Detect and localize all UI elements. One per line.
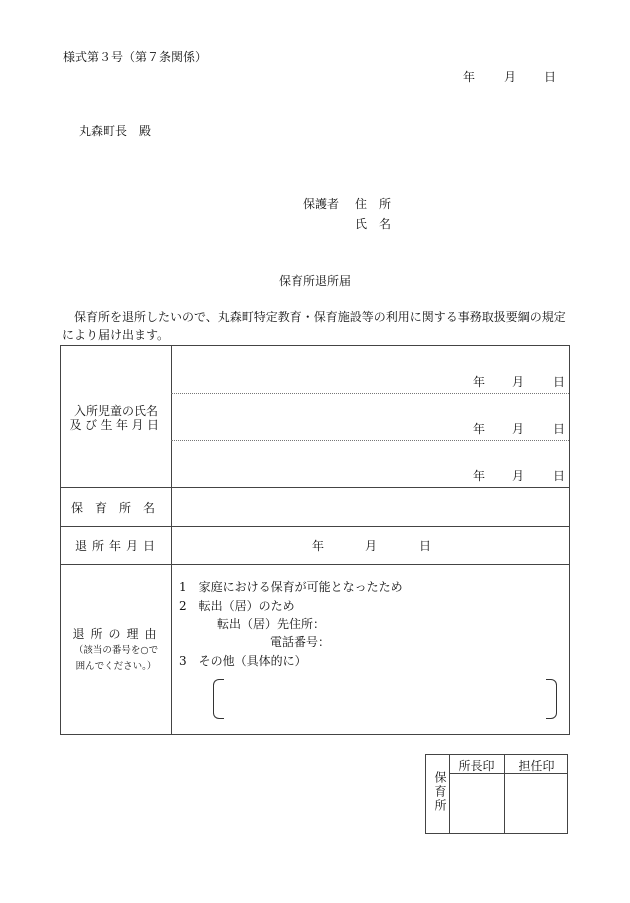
director-stamp-area[interactable] <box>450 774 504 833</box>
header-month-label: 月 <box>504 70 517 84</box>
document-title: 保育所退所届 <box>278 274 351 288</box>
teacher-stamp-area[interactable] <box>505 774 567 833</box>
nursery-name-label: 保育所名 <box>70 501 167 515</box>
nursery-name-field[interactable] <box>172 488 569 525</box>
header-day-label: 日 <box>544 70 557 84</box>
other-reason-bracket-left <box>213 679 224 719</box>
guardian-label: 保護者 <box>303 197 340 211</box>
guardian-address-label: 住 所 <box>355 197 392 211</box>
reason-2-address-label: 転出（居）先住所： <box>217 617 326 631</box>
child-birthdate-label: 及び生年月日 <box>69 418 163 432</box>
child-name-label: 入所児童の氏名 <box>73 404 158 418</box>
reason-label: 退所の理由 <box>72 627 163 641</box>
reason-2-phone-label: 電話番号： <box>270 635 331 649</box>
stamp-nursery-label: 保育所 <box>433 771 447 813</box>
teacher-stamp-label: 担任印 <box>518 759 555 773</box>
reason-option-2[interactable]: 2 転出（居）のため <box>179 599 295 613</box>
other-reason-field[interactable] <box>227 679 543 717</box>
stamp-box <box>425 754 568 834</box>
reason-option-1[interactable]: 1 家庭における保育が可能となったため <box>179 580 403 594</box>
guardian-name-label: 氏 名 <box>355 217 392 231</box>
director-stamp-label: 所長印 <box>458 759 495 773</box>
header-year-label: 年 <box>463 70 476 84</box>
addressee: 丸森町長 殿 <box>79 124 152 138</box>
intro-text: 保育所を退所したいので、丸森町特定教育・保育施設等の利用に関する事務取扱要綱の規定により届け出ます。 <box>62 310 566 342</box>
other-reason-bracket-right <box>546 679 557 719</box>
withdrawal-form-table: 入所児童の氏名 及び生年月日 年 月 日 年 月 日 年 月 日 保育所名 退所年月日 年 月 日 退所の理由 （該当の番号を○で 囲んでください。） 1 家庭における保育が可能となったため 2 転出（居）のため 転出（居）先住所： 電話番号： 3 その他（具体的に） <box>60 345 570 735</box>
reason-note-2: 囲んでください。） <box>75 661 157 672</box>
leave-date-label: 退所年月日 <box>74 539 160 553</box>
form-number: 様式第３号（第７条関係） <box>63 50 208 64</box>
reason-note-1: （該当の番号を○で <box>73 645 159 656</box>
reason-option-3[interactable]: 3 その他（具体的に） <box>179 654 307 668</box>
